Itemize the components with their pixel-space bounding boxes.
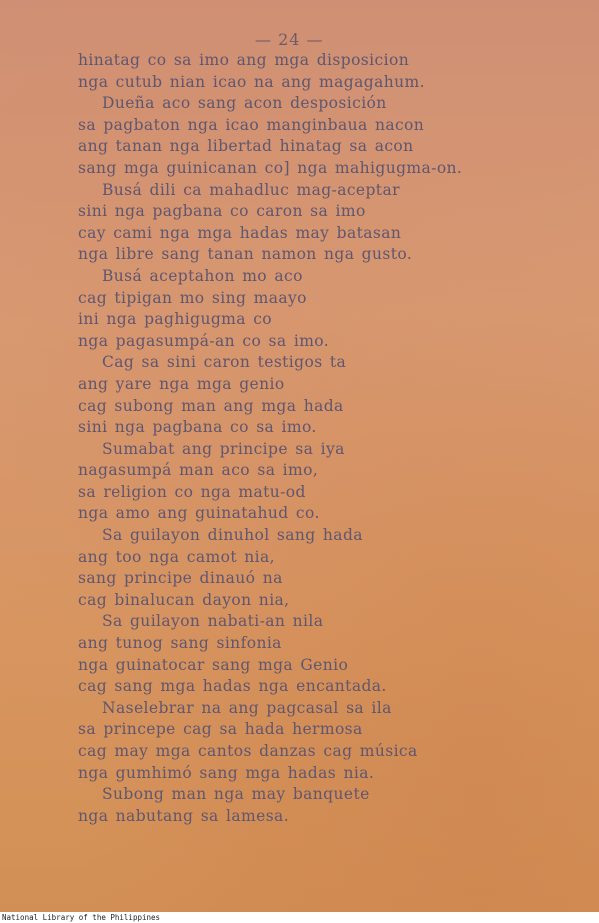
text-line: nga amo ang guinatahud co. [78, 504, 320, 523]
text-line: Naselebrar na ang pagcasal sa ila [102, 698, 392, 717]
text-line: ang tanan nga libertad hinatag sa acon [78, 137, 414, 156]
library-attribution: National Library of the Philippines [2, 913, 161, 922]
text-line: hinatag co sa imo ang mga disposicion [78, 51, 410, 69]
page-number: — 24 — [255, 30, 324, 49]
text-line: cay cami nga mga hadas may batasan [78, 223, 402, 242]
text-line: cag binalucan dayon nia, [78, 590, 290, 609]
text-line: nagasumpá man aco sa imo, [78, 461, 319, 480]
text-line: Sa guilayon nabati-an nila [102, 612, 324, 631]
text-line: Dueña aco sang acon desposición [102, 94, 387, 113]
text-line: ang too nga camot nia, [78, 547, 275, 566]
text-line: cag sang mga hadas nga encantada. [78, 677, 387, 696]
text-line: sang principe dinauó na [78, 569, 283, 588]
text-line: nga gumhimó sang mga hadas nia. [78, 763, 375, 782]
text-line: sini nga pagbana co caron sa imo [78, 202, 366, 221]
text-line: nga libre sang tanan namon nga gusto. [78, 245, 413, 264]
text-line: Sa guilayon dinuhol sang hada [102, 526, 363, 545]
text-line: sini nga pagbana co sa imo. [78, 418, 317, 437]
text-line: cag tipigan mo sing maayo [78, 288, 307, 307]
text-line: ang yare nga mga genio [78, 374, 285, 393]
text-line: nga nabutang sa lamesa. [78, 806, 290, 825]
text-line: nga cutub nian icao na ang magagahum. [78, 72, 425, 91]
text-line: sa religion co nga matu-od [78, 482, 306, 501]
text-line: nga pagasumpá-an co sa imo. [78, 331, 330, 350]
poem-text-block [78, 50, 548, 827]
text-line: ini nga paghigugma co [78, 310, 273, 329]
text-line: Busá aceptahon mo aco [102, 266, 303, 285]
text-line: Sumabat ang principe sa iya [102, 439, 345, 458]
text-line: cag may mga cantos danzas cag música [78, 742, 418, 760]
text-line: Busá dili ca mahadluc mag-aceptar [102, 180, 400, 199]
text-line: sa pagbaton nga icao manginbaua nacon [78, 115, 425, 134]
text-line: nga guinatocar sang mga Genio [78, 655, 349, 674]
text-line: Subong man nga may banquete [102, 785, 370, 804]
text-line: cag subong man ang mga hada [78, 396, 344, 415]
text-line: Cag sa sini caron testigos ta [102, 353, 347, 372]
text-line: ang tunog sang sinfonia [78, 634, 282, 653]
text-line: sang mga guinicanan co] nga mahigugma-on. [78, 158, 463, 177]
text-line: sa princepe cag sa hada hermosa [78, 720, 363, 739]
